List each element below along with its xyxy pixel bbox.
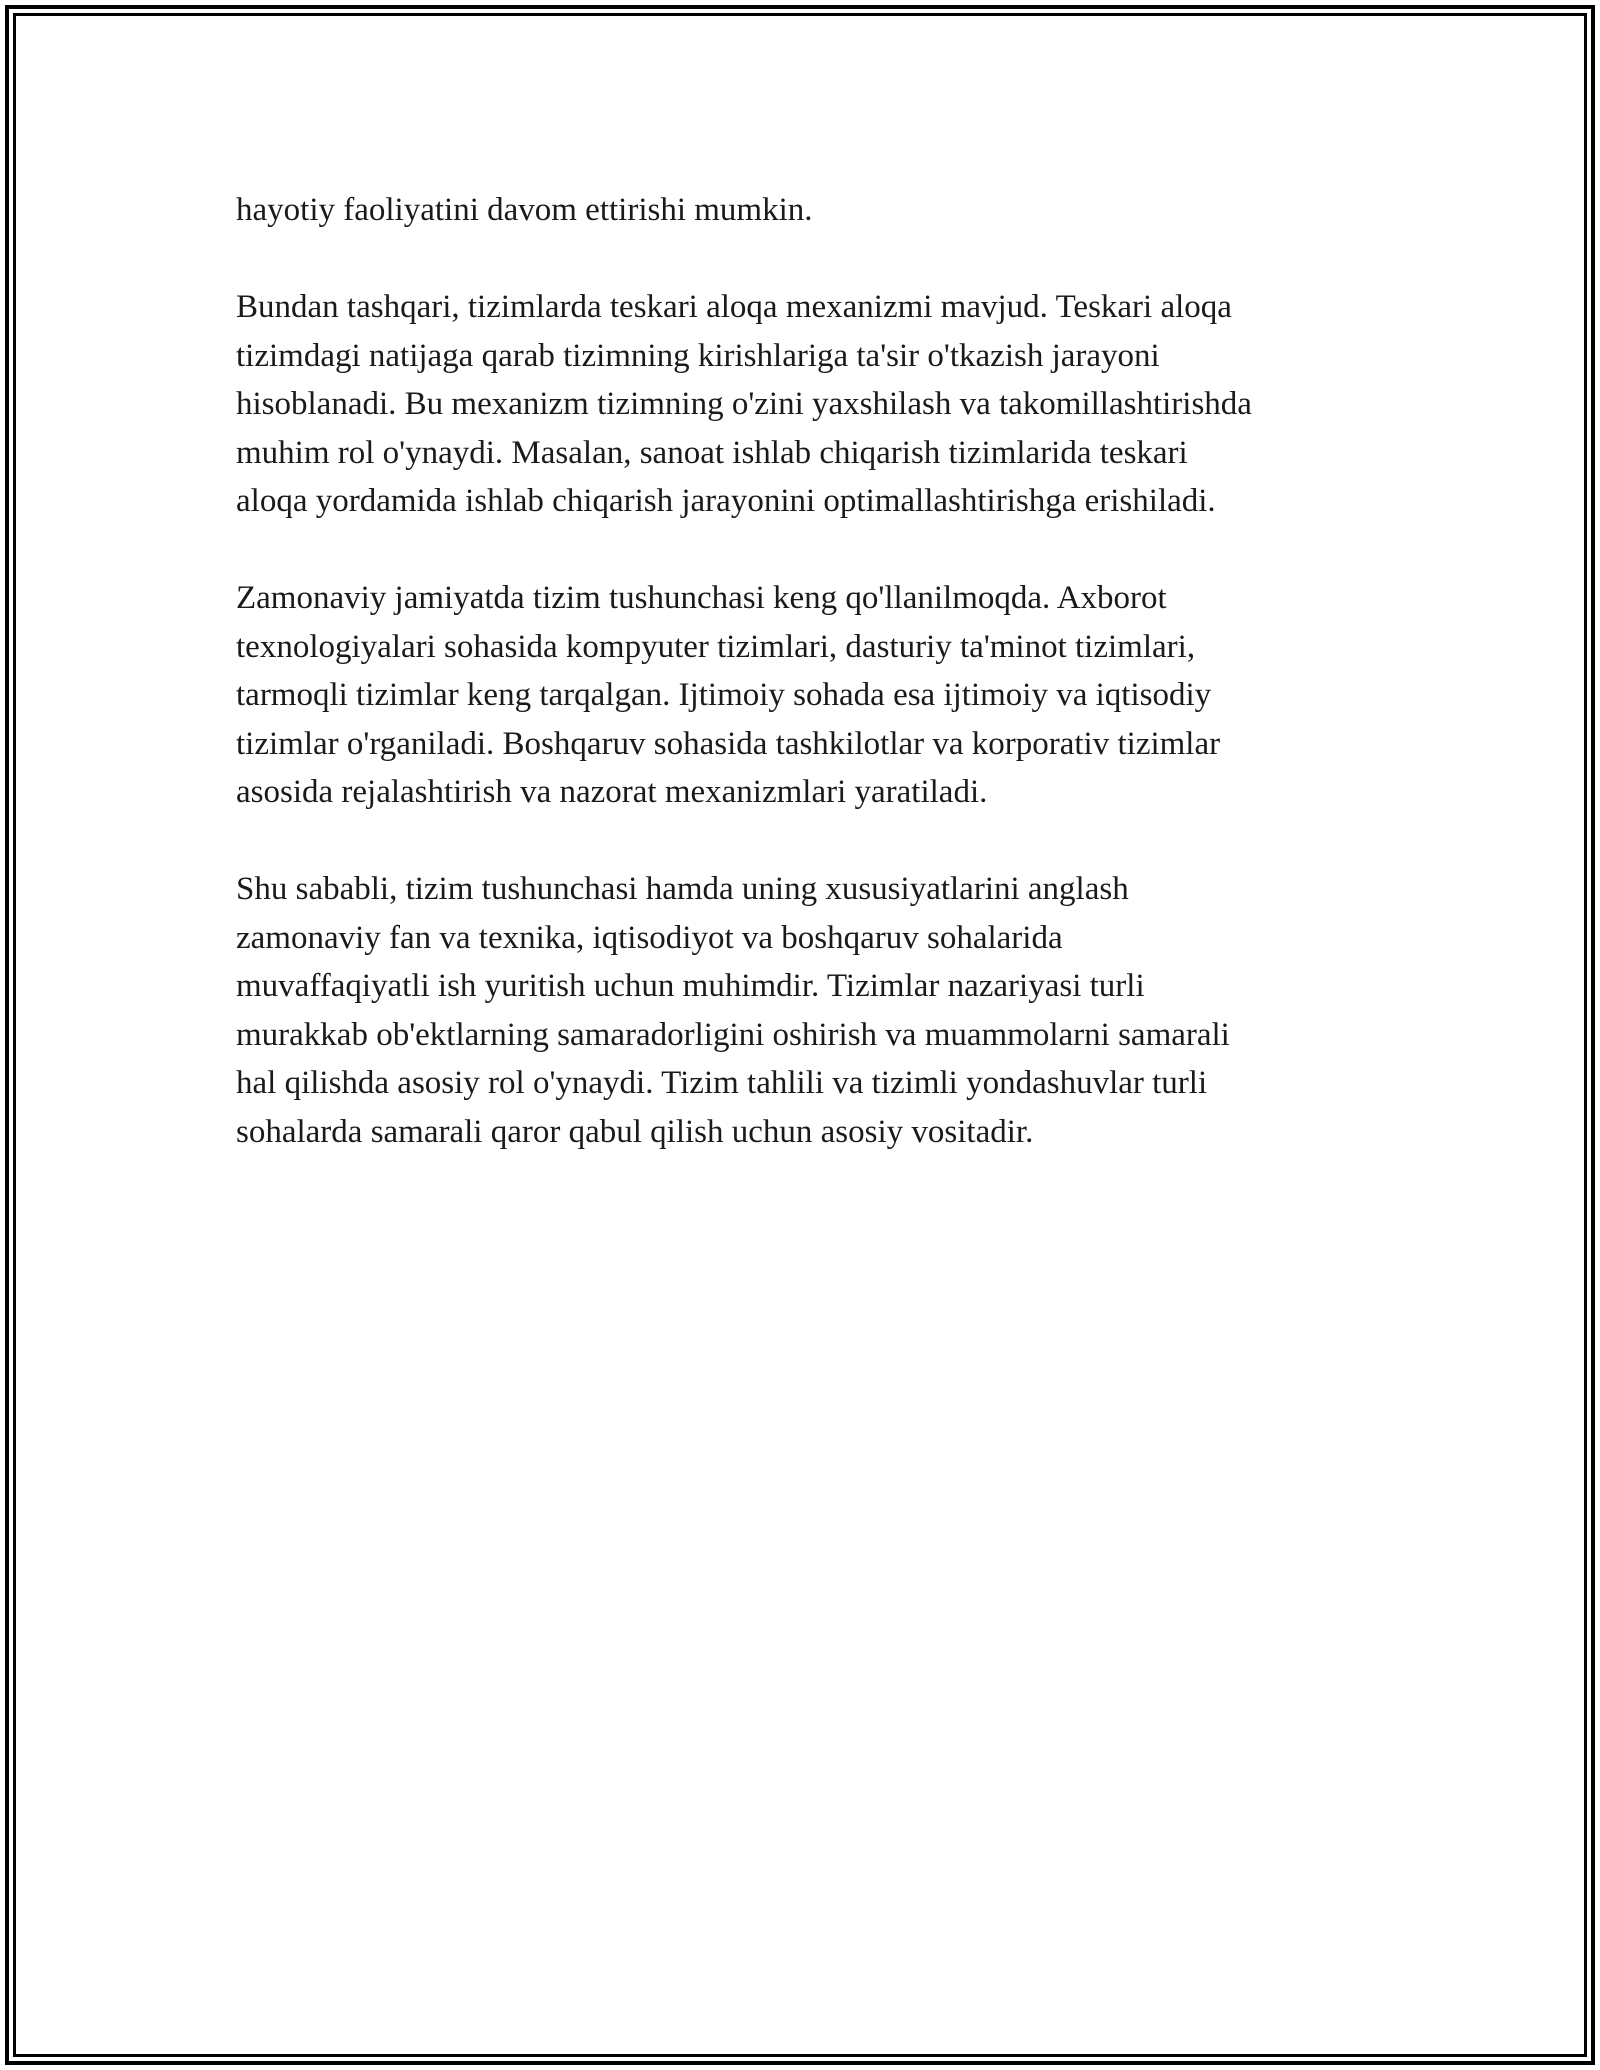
paragraph-1 <box>236 186 1386 235</box>
text-line: muvaffaqiyatli ish yuritish uchun muhimdir. Tizimlar nazariyasi turli <box>236 968 1145 1004</box>
document-body <box>236 186 1386 1205</box>
text-line: murakkab ob'ektlarning samaradorligini oshirish va muammolarni samarali <box>236 1016 1230 1053</box>
text-line: tizimdagi natijaga qarab tizimning kirishlariga ta'sir o'tkazish jarayoni <box>236 337 1160 374</box>
text-line: texnologiyalari sohasida kompyuter tizimlari, dasturiy ta'minot tizimlari, <box>236 628 1196 665</box>
paragraph-2 <box>236 283 1386 526</box>
text-line: zamonaviy fan va texnika, iqtisodiyot va boshqaruv sohalarida <box>236 919 1063 956</box>
text-line: hisoblanadi. Bu mexanizm tizimning o'zini yaxshilash va takomillashtirishda <box>236 386 1252 422</box>
paragraph-4 <box>236 865 1386 1156</box>
text-line: Zamonaviy jamiyatda tizim tushunchasi keng qo'llanilmoqda. Axborot <box>236 580 1167 616</box>
paragraph-3 <box>236 574 1386 817</box>
text-line: tizimlar o'rganiladi. Boshqaruv sohasida tashkilotlar va korporativ tizimlar <box>236 725 1221 762</box>
text-line: Shu sababli, tizim tushunchasi hamda uning xususiyatlarini anglash <box>236 871 1129 907</box>
text-line: Bundan tashqari, tizimlarda teskari aloqa mexanizmi mavjud. Teskari aloqa <box>236 289 1232 325</box>
text-line: hayotiy faoliyatini davom ettirishi mumkin. <box>236 192 813 228</box>
text-line: tarmoqli tizimlar keng tarqalgan. Ijtimoiy sohada esa ijtimoiy va iqtisodiy <box>236 677 1212 713</box>
text-line: aloqa yordamida ishlab chiqarish jarayonini optimallashtirishga erishiladi. <box>236 483 1216 519</box>
text-line: muhim rol o'ynaydi. Masalan, sanoat ishlab chiqarish tizimlarida teskari <box>236 434 1188 471</box>
text-line: hal qilishda asosiy rol o'ynaydi. Tizim tahlili va tizimli yondashuvlar turli <box>236 1065 1208 1101</box>
text-line: sohalarda samarali qaror qabul qilish uchun asosiy vositadir. <box>236 1113 1034 1150</box>
text-line: asosida rejalashtirish va nazorat mexanizmlari yaratiladi. <box>236 774 988 810</box>
